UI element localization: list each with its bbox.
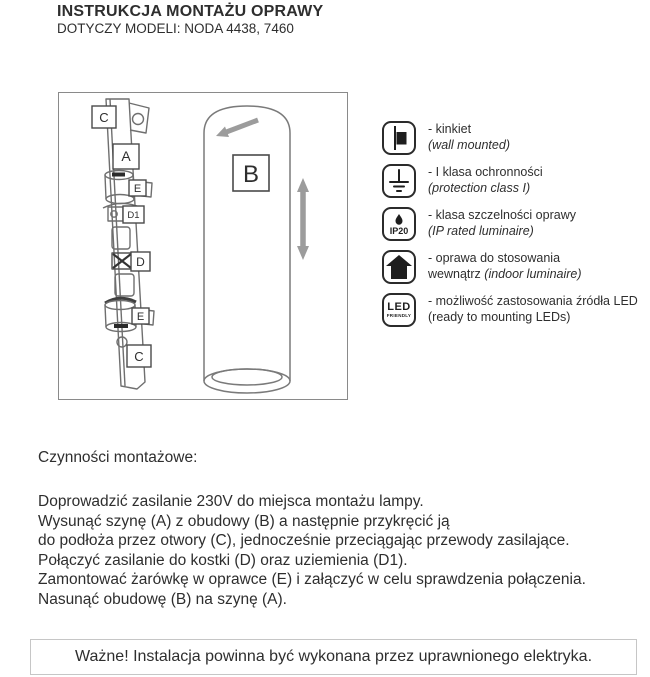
label-c-bottom: C [134,349,144,364]
ip20-icon-text: IP20 [389,225,409,236]
legend-label: - możliwość zastosowania źródła LED (ready to mounting LEDs) [428,294,638,324]
legend-label: - klasa szczelności oprawy (IP rated luminaire) [428,208,576,238]
instruction-line: do podłoża przez otwory (C), jednocześnie przeciągając przewody zasilające. [38,532,570,549]
instruction-line: Zamontować żarówkę w oprawce (E) i załączyć w celu sprawdzenia połączenia. [38,571,586,588]
legend-item-wall-mounted [382,121,646,155]
instruction-steps [38,492,638,609]
warning-box [30,639,637,675]
legend-item-indoor [382,250,646,284]
legend-item-protection-class [382,164,646,198]
warning-text: Ważne! Instalacja powinna być wykonana przez uprawnionego elektryka. [74,648,593,665]
led-friendly-icon [382,293,416,327]
indoor-icon [382,250,416,284]
legend-label: - I klasa ochronności (protection class I) [428,165,543,195]
slide-arrow-icon [216,120,258,137]
ip20-icon [382,207,416,241]
label-d1-ground: D1 [127,210,140,221]
housing-cylinder [204,106,290,393]
symbol-legend [382,121,646,336]
legend-item-ip-rating [382,207,646,241]
legend-label: - oprawa do stosowania wewnątrz (indoor luminaire) [428,251,582,281]
led-icon-text: LED [387,301,411,313]
led-icon-subtext: FRIENDLY [386,313,412,318]
screw-hole-top [133,114,144,125]
section-heading: Czynności montażowe: [38,449,198,466]
label-d-terminal: D [136,255,145,269]
assembly-diagram [59,93,347,399]
rail-window-1 [112,227,130,249]
wall-mounted-icon [382,121,416,155]
rail-window-2 [115,274,134,296]
page-title: INSTRUKCJA MONTAŻU OPRAWY [57,3,324,20]
double-arrow-icon [297,178,309,260]
legend-label: - kinkiet (wall mounted) [428,122,510,152]
protection-class-icon [382,164,416,198]
assembly-figure [58,92,348,400]
label-c-top: C [99,110,109,125]
instruction-line: Nasunąć obudowę (B) na szynę (A). [38,590,287,608]
instruction-line: Połączyć zasilanie do kostki (D) oraz uziemienia (D1). [38,551,408,569]
legend-item-led-friendly [382,293,646,327]
instruction-line: Wysunąć szynę (A) z obudowy (B) a następnie przykręcić ją [38,512,450,530]
label-e-bottom: E [136,311,145,323]
page-subtitle: DOTYCZY MODELI: NODA 4438, 7460 [57,21,294,36]
instruction-line: Doprowadzić zasilanie 230V do miejsca montażu lampy. [38,493,424,510]
label-b-housing: B [242,161,260,188]
label-a-rail: A [121,148,131,164]
label-e-top: E [133,183,142,195]
